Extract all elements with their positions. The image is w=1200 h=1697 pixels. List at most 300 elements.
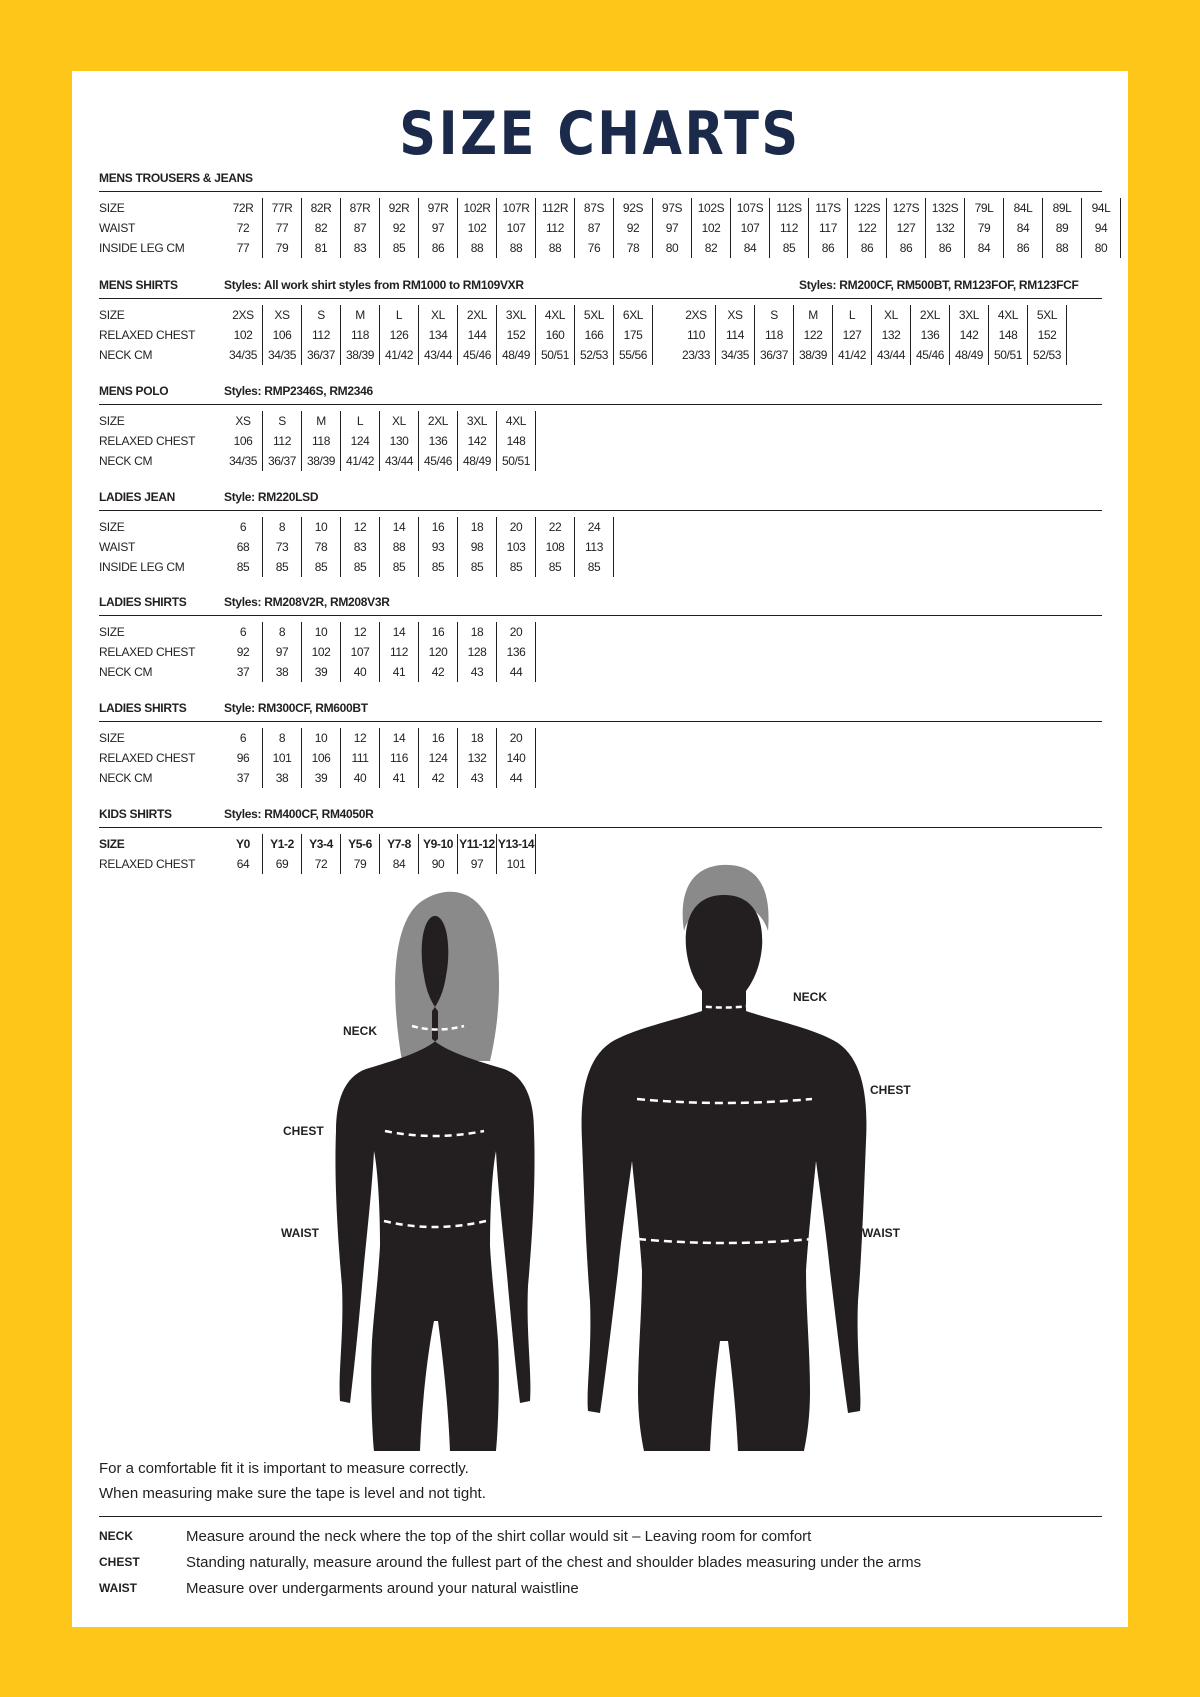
table-cell: 89 xyxy=(1055,221,1069,235)
table-cell: 85 xyxy=(431,560,445,574)
table-cell: 136 xyxy=(428,434,448,448)
table-cell: 14 xyxy=(392,625,406,639)
table-cell: 2XL xyxy=(919,308,941,322)
table-cell: 39 xyxy=(314,771,328,785)
table-cell: 148 xyxy=(998,328,1018,342)
table-cell: 128 xyxy=(467,645,487,659)
table-cell: 38 xyxy=(275,771,289,785)
table-cell: 85 xyxy=(236,560,250,574)
table-cell: M xyxy=(316,414,326,428)
table-cell: 23/33 xyxy=(681,348,711,362)
table-cell: 39 xyxy=(314,665,328,679)
table-cell: 112R xyxy=(541,201,569,215)
table-cell: XL xyxy=(392,414,406,428)
table-cell: 127 xyxy=(842,328,862,342)
table-cell: 144 xyxy=(467,328,487,342)
table-cell: 122 xyxy=(803,328,823,342)
table-cell: 72R xyxy=(232,201,254,215)
table-cell: 14 xyxy=(392,520,406,534)
table-cell: 110 xyxy=(687,328,705,342)
table-cell: 8 xyxy=(278,625,286,639)
table-cell: 79 xyxy=(275,241,289,255)
section-styles: Styles: RM208V2R, RM208V3R xyxy=(224,595,390,609)
table-cell: 86 xyxy=(899,241,913,255)
table-cell: 120 xyxy=(428,645,448,659)
table-cell: 43/44 xyxy=(384,454,414,468)
table-cell: 78 xyxy=(626,241,640,255)
table-cell: 111 xyxy=(351,751,369,765)
table-cell: 12 xyxy=(353,731,367,745)
table-cell: 2XS xyxy=(232,308,254,322)
table-cell: 102 xyxy=(311,645,331,659)
table-cell: 85 xyxy=(314,560,328,574)
table-cell: 140 xyxy=(506,751,526,765)
table-cell: 84 xyxy=(392,857,406,871)
table-cell: 107 xyxy=(740,221,760,235)
table-cell: 72 xyxy=(314,857,328,871)
table-cell: 37 xyxy=(236,771,250,785)
table-cell: 88 xyxy=(548,241,562,255)
female-silhouette xyxy=(335,916,534,1451)
table-cell: 82 xyxy=(314,221,328,235)
table-cell: 38/39 xyxy=(798,348,828,362)
table-cell: 36/37 xyxy=(267,454,297,468)
table-cell: 84L xyxy=(1013,201,1033,215)
table-cell: 43 xyxy=(470,665,484,679)
table-cell: 112 xyxy=(273,434,291,448)
row-label: NECK CM xyxy=(99,665,153,679)
table-cell: 93 xyxy=(431,540,445,554)
table-cell: 85 xyxy=(548,560,562,574)
table-cell: 34/35 xyxy=(720,348,750,362)
instruction-line-2: When measuring make sure the tape is level and not tight. xyxy=(99,1485,486,1502)
table-cell: 118 xyxy=(765,328,783,342)
table-cell: 148 xyxy=(506,434,526,448)
table-cell: 72 xyxy=(236,221,250,235)
table-cell: 175 xyxy=(623,328,643,342)
table-cell: 117S xyxy=(815,201,841,215)
table-cell: 88 xyxy=(392,540,406,554)
row-label: NECK CM xyxy=(99,771,153,785)
table-cell: 107S xyxy=(736,201,764,215)
male-silhouette xyxy=(582,895,867,1451)
section-styles: Styles: RMP2346S, RM2346 xyxy=(224,384,373,398)
table-cell: 36/37 xyxy=(306,348,336,362)
table-cell: 116 xyxy=(390,751,408,765)
table-cell: 41/42 xyxy=(837,348,867,362)
table-cell: 92 xyxy=(626,221,640,235)
table-cell: 85 xyxy=(782,241,796,255)
table-cell: 73 xyxy=(275,540,289,554)
row-label: INSIDE LEG CM xyxy=(99,560,185,574)
table-cell: 34/35 xyxy=(228,348,258,362)
table-cell: 80 xyxy=(665,241,679,255)
table-cell: 20 xyxy=(509,731,523,745)
section-styles-2: Styles: RM200CF, RM500BT, RM123FOF, RM123FCF xyxy=(799,278,1079,292)
table-cell: 124 xyxy=(350,434,370,448)
table-cell: 134 xyxy=(428,328,448,342)
table-cell: M xyxy=(808,308,818,322)
table-cell: 78 xyxy=(314,540,328,554)
table-cell: XL xyxy=(431,308,445,322)
table-cell: 96 xyxy=(236,751,250,765)
table-cell: 5XL xyxy=(583,308,605,322)
table-cell: 136 xyxy=(506,645,526,659)
table-cell: 20 xyxy=(509,520,523,534)
table-cell: 112 xyxy=(780,221,798,235)
table-cell: 103 xyxy=(506,540,526,554)
table-cell: 3XL xyxy=(505,308,527,322)
row-label: SIZE xyxy=(99,308,125,322)
row-label: SIZE xyxy=(99,201,125,215)
table-cell: 44 xyxy=(509,771,523,785)
table-cell: 2XL xyxy=(427,414,449,428)
male-chest-label: CHEST xyxy=(870,1083,911,1097)
size-chart-page xyxy=(72,71,1128,1627)
table-cell: 97 xyxy=(470,857,484,871)
row-label: RELAXED CHEST xyxy=(99,328,196,342)
table-cell: 88 xyxy=(1055,241,1069,255)
row-label: SIZE xyxy=(99,837,125,851)
table-cell: 85 xyxy=(509,560,523,574)
table-cell: Y9-10 xyxy=(422,837,454,851)
definition-text: Measure around the neck where the top of the shirt collar would sit – Leaving room for comfort xyxy=(186,1527,812,1545)
section-title: LADIES SHIRTS xyxy=(99,701,187,715)
instruction-line-1: For a comfortable fit it is important to measure correctly. xyxy=(99,1460,469,1477)
row-label: SIZE xyxy=(99,731,125,745)
table-cell: Y5-6 xyxy=(348,837,372,851)
table-cell: 16 xyxy=(431,520,445,534)
table-cell: XS xyxy=(274,308,290,322)
table-cell: 79L xyxy=(974,201,994,215)
table-cell: 18 xyxy=(470,731,484,745)
table-cell: L xyxy=(395,308,403,322)
table-cell: XS xyxy=(235,414,251,428)
table-cell: 80 xyxy=(1094,241,1108,255)
table-cell: 10 xyxy=(314,731,328,745)
table-cell: 48/49 xyxy=(462,454,492,468)
table-cell: 18 xyxy=(470,625,484,639)
table-cell: 132S xyxy=(931,201,959,215)
row-label: SIZE xyxy=(99,414,125,428)
table-cell: 124 xyxy=(428,751,448,765)
table-cell: 132 xyxy=(881,328,901,342)
table-cell: 132 xyxy=(935,221,955,235)
table-cell: 86 xyxy=(938,241,952,255)
table-cell: 4XL xyxy=(997,308,1019,322)
table-cell: 36/37 xyxy=(759,348,789,362)
table-cell: 102 xyxy=(233,328,253,342)
table-cell: 34/35 xyxy=(228,454,258,468)
table-cell: 81 xyxy=(314,241,328,255)
table-cell: 22 xyxy=(548,520,562,534)
section-title: LADIES JEAN xyxy=(99,490,176,504)
table-cell: 166 xyxy=(584,328,604,342)
table-cell: 114 xyxy=(726,328,744,342)
definition-term: WAIST xyxy=(99,1581,137,1595)
male-waist-label: WAIST xyxy=(862,1226,900,1240)
section-title: MENS SHIRTS xyxy=(99,278,178,292)
table-cell: XL xyxy=(884,308,898,322)
table-cell: 40 xyxy=(353,665,367,679)
table-cell: 97 xyxy=(431,221,445,235)
row-label: RELAXED CHEST xyxy=(99,751,196,765)
table-cell: 85 xyxy=(353,560,367,574)
table-cell: 112 xyxy=(390,645,408,659)
section-title: MENS POLO xyxy=(99,384,169,398)
table-cell: 77R xyxy=(271,201,293,215)
table-cell: 20 xyxy=(509,625,523,639)
table-cell: 68 xyxy=(236,540,250,554)
table-cell: 112S xyxy=(776,201,802,215)
table-cell: 92S xyxy=(622,201,644,215)
table-cell: 122S xyxy=(853,201,881,215)
table-cell: 2XL xyxy=(466,308,488,322)
table-cell: S xyxy=(278,414,286,428)
table-cell: 41 xyxy=(392,771,406,785)
table-cell: 142 xyxy=(467,434,487,448)
measuring-instructions xyxy=(99,1456,1102,1601)
table-cell: 97S xyxy=(661,201,683,215)
definition-neck xyxy=(99,1523,1102,1549)
definition-term: NECK xyxy=(99,1529,134,1543)
table-cell: Y7-8 xyxy=(387,837,411,851)
table-cell: L xyxy=(848,308,856,322)
table-cell: Y1-2 xyxy=(270,837,294,851)
male-figure xyxy=(582,865,867,1451)
table-cell: 86 xyxy=(431,241,445,255)
table-cell: 102 xyxy=(701,221,721,235)
measurement-figures xyxy=(72,71,1128,1451)
table-cell: 84 xyxy=(977,241,991,255)
table-cell: 142 xyxy=(959,328,979,342)
table-cell: 45/46 xyxy=(915,348,945,362)
table-cell: 64 xyxy=(236,857,250,871)
table-cell: L xyxy=(356,414,364,428)
table-cell: 152 xyxy=(1037,328,1057,342)
female-hair xyxy=(395,892,499,1061)
table-cell: 16 xyxy=(431,625,445,639)
table-cell: 50/51 xyxy=(540,348,570,362)
table-cell: 127 xyxy=(896,221,916,235)
table-cell: 42 xyxy=(431,771,445,785)
row-label: WAIST xyxy=(99,221,136,235)
table-cell: 12 xyxy=(353,625,367,639)
table-cell: 84 xyxy=(1016,221,1030,235)
table-cell: 48/49 xyxy=(954,348,984,362)
table-cell: 90 xyxy=(431,857,445,871)
table-cell: 102 xyxy=(467,221,487,235)
table-cell: 37 xyxy=(236,665,250,679)
table-cell: 92R xyxy=(388,201,410,215)
table-cell: 88 xyxy=(509,241,523,255)
table-cell: 69 xyxy=(275,857,289,871)
row-label: WAIST xyxy=(99,540,136,554)
table-cell: 16 xyxy=(431,731,445,745)
section-title: KIDS SHIRTS xyxy=(99,807,172,821)
table-cell: 94 xyxy=(1094,221,1108,235)
table-cell: 12 xyxy=(353,520,367,534)
table-cell: 41/42 xyxy=(384,348,414,362)
table-cell: 107 xyxy=(506,221,526,235)
row-label: INSIDE LEG CM xyxy=(99,241,185,255)
table-cell: 86 xyxy=(860,241,874,255)
table-cell: 83 xyxy=(353,540,367,554)
table-cell: 97R xyxy=(427,201,449,215)
table-cell: 34/35 xyxy=(267,348,297,362)
table-cell: 92 xyxy=(392,221,406,235)
table-cell: 130 xyxy=(389,434,409,448)
row-label: NECK CM xyxy=(99,454,153,468)
table-cell: 77 xyxy=(236,241,250,255)
definition-chest xyxy=(99,1549,1102,1575)
table-cell: 6 xyxy=(239,731,247,745)
table-cell: 8 xyxy=(278,520,286,534)
table-cell: 43/44 xyxy=(876,348,906,362)
table-cell: 6 xyxy=(239,520,247,534)
table-cell: 82 xyxy=(704,241,718,255)
row-label: SIZE xyxy=(99,625,125,639)
table-cell: M xyxy=(355,308,365,322)
table-cell: 136 xyxy=(920,328,940,342)
table-cell: 85 xyxy=(470,560,484,574)
table-cell: 3XL xyxy=(958,308,980,322)
definition-term: CHEST xyxy=(99,1555,140,1569)
table-cell: 117 xyxy=(819,221,837,235)
table-cell: 41 xyxy=(392,665,406,679)
table-cell: 83 xyxy=(353,241,367,255)
row-label: RELAXED CHEST xyxy=(99,434,196,448)
table-cell: 10 xyxy=(314,520,328,534)
table-cell: 84 xyxy=(743,241,757,255)
table-cell: 24 xyxy=(587,520,601,534)
table-cell: 106 xyxy=(311,751,331,765)
table-cell: Y3-4 xyxy=(309,837,333,851)
table-cell: 107R xyxy=(502,201,530,215)
table-cell: 55/56 xyxy=(618,348,648,362)
section-styles: Styles: All work shirt styles from RM1000 to RM109VXR xyxy=(224,278,524,292)
table-cell: 106 xyxy=(272,328,292,342)
table-cell: 10 xyxy=(314,625,328,639)
table-cell: 85 xyxy=(275,560,289,574)
table-cell: 101 xyxy=(272,751,292,765)
table-cell: 6XL xyxy=(622,308,644,322)
table-cell: S xyxy=(770,308,778,322)
table-cell: 79 xyxy=(977,221,991,235)
row-label: RELAXED CHEST xyxy=(99,645,196,659)
section-title: LADIES SHIRTS xyxy=(99,595,187,609)
table-cell: 85 xyxy=(392,241,406,255)
table-cell: 87 xyxy=(587,221,601,235)
table-cell: 4XL xyxy=(544,308,566,322)
table-cell: 45/46 xyxy=(423,454,453,468)
table-cell: 122 xyxy=(857,221,877,235)
table-cell: 50/51 xyxy=(501,454,531,468)
table-cell: 152 xyxy=(506,328,526,342)
table-cell: 45/46 xyxy=(462,348,492,362)
table-cell: 82R xyxy=(310,201,332,215)
table-cell: 97 xyxy=(665,221,679,235)
table-cell: 2XS xyxy=(685,308,707,322)
table-cell: 107 xyxy=(350,645,370,659)
table-cell: 40 xyxy=(353,771,367,785)
table-cell: 132 xyxy=(467,751,487,765)
table-cell: 92 xyxy=(236,645,250,659)
row-label: SIZE xyxy=(99,520,125,534)
table-cell: 41/42 xyxy=(345,454,375,468)
female-waist-label: WAIST xyxy=(281,1226,319,1240)
table-cell: 8 xyxy=(278,731,286,745)
table-cell: 50/51 xyxy=(993,348,1023,362)
table-cell: 43/44 xyxy=(423,348,453,362)
page-title: SIZE CHARTS xyxy=(399,99,801,169)
table-cell: 77 xyxy=(275,221,289,235)
section-title: MENS TROUSERS & JEANS xyxy=(99,171,253,185)
table-cell: 85 xyxy=(587,560,601,574)
table-cell: S xyxy=(317,308,325,322)
table-cell: Y13-14 xyxy=(497,837,535,851)
table-cell: 79 xyxy=(353,857,367,871)
female-chest-label: CHEST xyxy=(283,1124,324,1138)
table-cell: 3XL xyxy=(466,414,488,428)
table-cell: 6 xyxy=(239,625,247,639)
table-cell: 48/49 xyxy=(501,348,531,362)
table-cell: 38/39 xyxy=(306,454,336,468)
table-cell: 38/39 xyxy=(345,348,375,362)
table-cell: 85 xyxy=(392,560,406,574)
table-cell: 98 xyxy=(470,540,484,554)
table-cell: 86 xyxy=(821,241,835,255)
table-cell: 52/53 xyxy=(1032,348,1062,362)
table-cell: 94L xyxy=(1091,201,1111,215)
table-cell: Y0 xyxy=(236,837,250,851)
table-cell: 87R xyxy=(349,201,371,215)
table-cell: Y11-12 xyxy=(459,837,495,851)
table-cell: 42 xyxy=(431,665,445,679)
table-cell: 118 xyxy=(351,328,369,342)
section-styles: Style: RM300CF, RM600BT xyxy=(224,701,368,715)
definition-text: Measure over undergarments around your natural waistline xyxy=(186,1579,579,1597)
table-cell: 106 xyxy=(233,434,253,448)
table-cell: 4XL xyxy=(505,414,527,428)
definition-waist xyxy=(99,1575,1102,1601)
section-styles: Style: RM220LSD xyxy=(224,490,319,504)
table-cell: 102R xyxy=(463,201,491,215)
table-cell: 89L xyxy=(1052,201,1072,215)
definition-text: Standing naturally, measure around the fullest part of the chest and shoulder blades measuring under the arms xyxy=(186,1553,922,1571)
table-cell: 52/53 xyxy=(579,348,609,362)
table-cell: 18 xyxy=(470,520,484,534)
female-figure xyxy=(335,892,534,1451)
table-cell: 126 xyxy=(389,328,409,342)
table-cell: 43 xyxy=(470,771,484,785)
table-cell: 118 xyxy=(312,434,330,448)
table-cell: 160 xyxy=(545,328,565,342)
table-cell: 87 xyxy=(353,221,367,235)
table-cell: 113 xyxy=(585,540,603,554)
table-cell: XS xyxy=(727,308,743,322)
table-cell: 108 xyxy=(545,540,565,554)
table-cell: 38 xyxy=(275,665,289,679)
table-cell: 5XL xyxy=(1036,308,1058,322)
table-cell: 76 xyxy=(587,241,601,255)
table-cell: 112 xyxy=(546,221,564,235)
table-cell: 102S xyxy=(697,201,725,215)
male-neck-label: NECK xyxy=(793,990,828,1004)
table-cell: 97 xyxy=(275,645,289,659)
section-styles: Styles: RM400CF, RM4050R xyxy=(224,807,374,821)
table-cell: 88 xyxy=(470,241,484,255)
